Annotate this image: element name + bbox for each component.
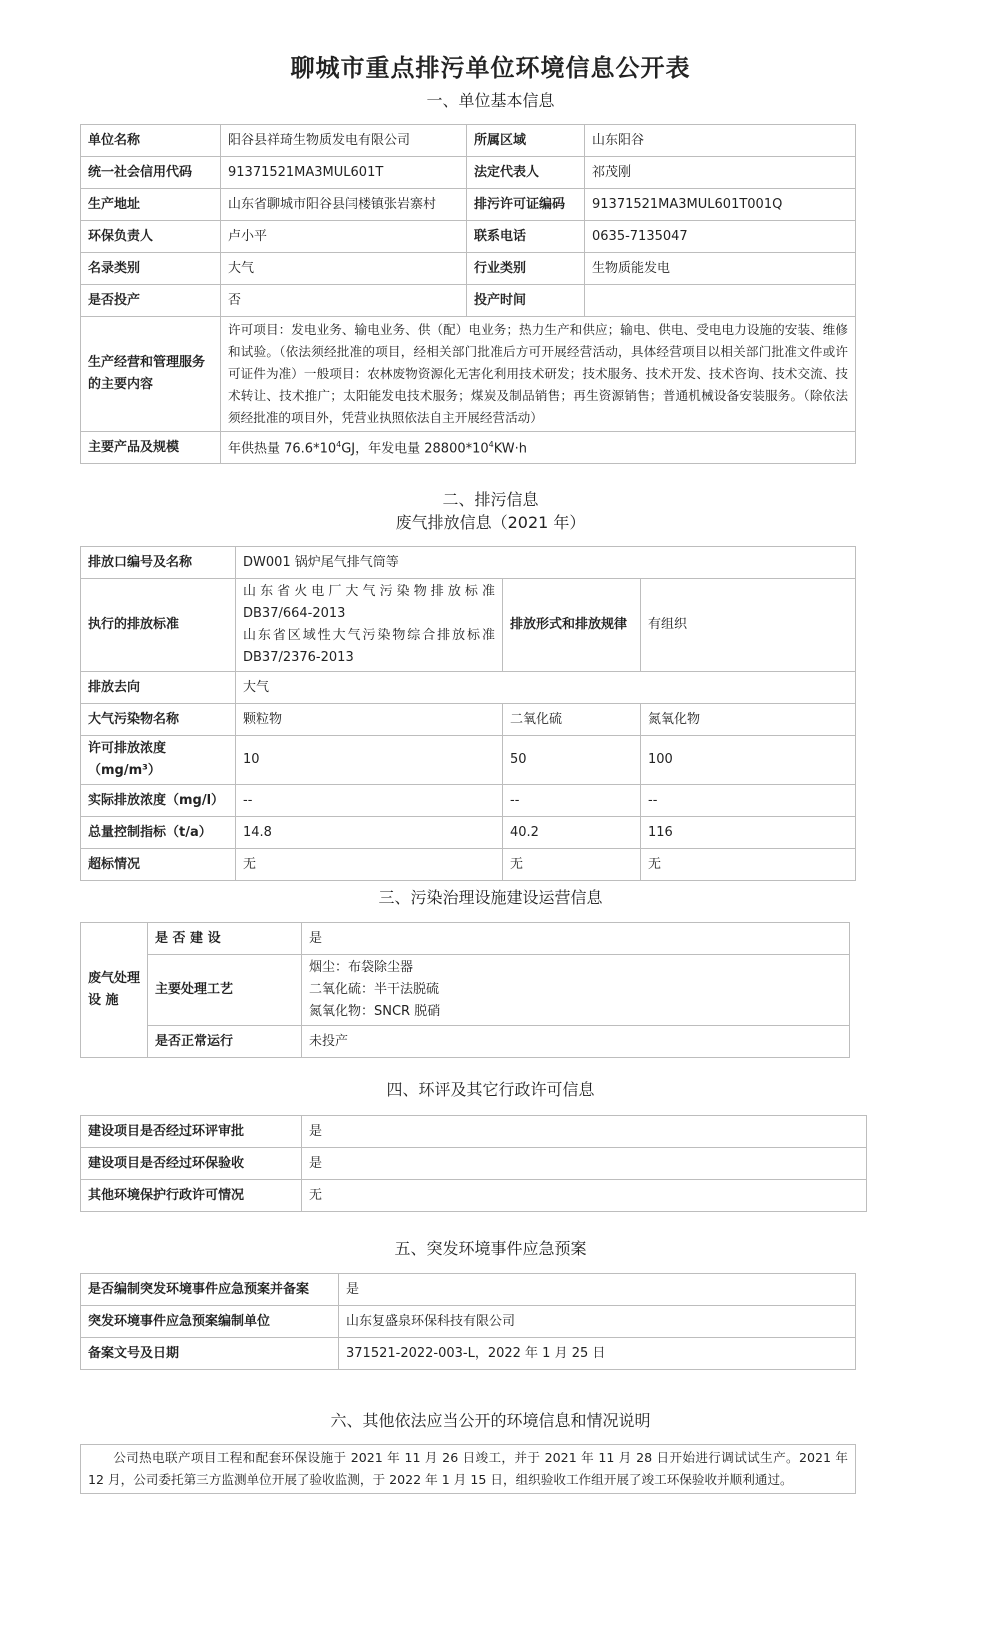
section-2-subheading: 废气排放信息（2021 年） (395, 513, 586, 532)
cell-value: 无 (236, 849, 503, 881)
cell-value: 0635-7135047 (585, 221, 856, 253)
cell-value: -- (236, 785, 503, 817)
cell-value: 无 (641, 849, 856, 881)
table-row (81, 189, 856, 221)
row-label: 突发环境事件应急预案编制单位 (81, 1306, 339, 1338)
table-row (81, 704, 856, 736)
row-value: 是 (302, 1148, 867, 1180)
standard-value: 山东省火电厂大气污染物排放标准 DB37/664-2013 山东省区域性大气污染物综合排放标准 DB37/2376-2013 (236, 579, 503, 672)
emergency-table (80, 1273, 856, 1370)
row-value: 371521-2022-003-L，2022 年 1 月 25 日 (339, 1338, 856, 1370)
row-value: 是 (302, 1116, 867, 1148)
direction-label: 排放去向 (81, 672, 236, 704)
cell-label: 是否投产 (81, 285, 221, 317)
table-row (81, 955, 850, 1026)
cell-value: 卢小平 (221, 221, 467, 253)
table-row (81, 1180, 867, 1212)
section-5-heading: 五、突发环境事件应急预案 (394, 1239, 587, 1258)
pollutant-label: 大气污染物名称 (81, 704, 236, 736)
cell-value: 阳谷县祥琦生物质发电有限公司 (221, 125, 467, 157)
cell-value: 10 (236, 736, 503, 785)
table-row (81, 736, 856, 785)
product-label: 主要产品及规模 (81, 432, 221, 464)
pollutant-name: 二氧化硫 (503, 704, 641, 736)
cell-value: -- (503, 785, 641, 817)
table-row (81, 125, 856, 157)
cell-value: 91371521MA3MUL601T (221, 157, 467, 189)
cell-value: 生物质能发电 (585, 253, 856, 285)
row-label: 许可排放浓度（mg/m³） (81, 736, 236, 785)
cell-value: 50 (503, 736, 641, 785)
cell-value: -- (641, 785, 856, 817)
cell-value: 山东阳谷 (585, 125, 856, 157)
cell-label: 单位名称 (81, 125, 221, 157)
table-row (81, 317, 856, 432)
running-label: 是否正常运行 (148, 1026, 302, 1058)
table-row (81, 253, 856, 285)
cell-value: 14.8 (236, 817, 503, 849)
built-value: 是 (302, 923, 850, 955)
cell-value: 116 (641, 817, 856, 849)
row-label: 备案文号及日期 (81, 1338, 339, 1370)
cell-value: 否 (221, 285, 467, 317)
cell-value: 100 (641, 736, 856, 785)
cell-label: 联系电话 (467, 221, 585, 253)
table-row (81, 1274, 856, 1306)
cell-value (585, 285, 856, 317)
table-row (81, 547, 856, 579)
table-row (81, 1445, 856, 1494)
table-row (81, 1338, 856, 1370)
cell-label: 环保负责人 (81, 221, 221, 253)
row-label: 建设项目是否经过环保验收 (81, 1148, 302, 1180)
table-row (81, 221, 856, 253)
table-row (81, 579, 856, 672)
table-row (81, 285, 856, 317)
table-row (81, 1306, 856, 1338)
section-3-heading: 三、污染治理设施建设运营信息 (378, 888, 603, 907)
row-label: 超标情况 (81, 849, 236, 881)
cell-value: 91371521MA3MUL601T001Q (585, 189, 856, 221)
cell-label: 行业类别 (467, 253, 585, 285)
emission-table (80, 546, 856, 881)
product-value: 年供热量 $76.6*10^4GJ$，年发电量 $28800*10^4KW\cdot h$ (221, 432, 856, 464)
notes-text: 公司热电联产项目工程和配套环保设施于 2021 年 11 月 26 日竣工，并于 2021 年 11 月 28 日开始进行调试试生产。2021 年 12 月，公司委托第三方监测单位开展了验收监测，于 2022 年 1 月 15 日，组织验收工作组开展了竣工环保验收并顺利通过。 (81, 1445, 856, 1494)
cell-label: 统一社会信用代码 (81, 157, 221, 189)
table-row (81, 817, 856, 849)
table-row (81, 1116, 867, 1148)
facility-group-label: 废气处理设 施 (81, 923, 148, 1058)
table-row (81, 432, 856, 464)
cell-label: 名录类别 (81, 253, 221, 285)
basic-info-table (80, 124, 856, 464)
outlet-label: 排放口编号及名称 (81, 547, 236, 579)
built-label: 是 否 建 设 (148, 923, 302, 955)
row-value: 山东复盛泉环保科技有限公司 (339, 1306, 856, 1338)
table-row (81, 849, 856, 881)
cell-value: 40.2 (503, 817, 641, 849)
table-row (81, 1148, 867, 1180)
form-label: 排放形式和排放规律 (503, 579, 641, 672)
section-1-heading: 一、单位基本信息 (426, 91, 555, 110)
treatment-table (80, 922, 850, 1058)
pollutant-name: 颗粒物 (236, 704, 503, 736)
row-label: 总量控制指标（t/a） (81, 817, 236, 849)
table-row (81, 785, 856, 817)
permit-table (80, 1115, 867, 1212)
section-4-heading: 四、环评及其它行政许可信息 (386, 1080, 595, 1099)
notes-table (80, 1444, 856, 1494)
table-row (81, 1026, 850, 1058)
section-2-heading: 二、排污信息 (442, 490, 539, 509)
form-value: 有组织 (641, 579, 856, 672)
row-label: 其他环境保护行政许可情况 (81, 1180, 302, 1212)
row-value: 是 (339, 1274, 856, 1306)
cell-value: 无 (503, 849, 641, 881)
standard-label: 执行的排放标准 (81, 579, 236, 672)
direction-value: 大气 (236, 672, 856, 704)
process-label: 主要处理工艺 (148, 955, 302, 1026)
cell-label: 排污许可证编码 (467, 189, 585, 221)
outlet-value: DW001 锅炉尾气排气筒等 (236, 547, 856, 579)
row-label: 是否编制突发环境事件应急预案并备案 (81, 1274, 339, 1306)
cell-label: 生产地址 (81, 189, 221, 221)
section-6-heading: 六、其他依法应当公开的环境信息和情况说明 (330, 1411, 651, 1430)
cell-value: 山东省聊城市阳谷县闫楼镇张岩寨村 (221, 189, 467, 221)
running-value: 未投产 (302, 1026, 850, 1058)
cell-value: 大气 (221, 253, 467, 285)
table-row (81, 923, 850, 955)
cell-label: 所属区域 (467, 125, 585, 157)
process-value: 烟尘：布袋除尘器 二氧化硫：半干法脱硫 氮氧化物：SNCR 脱硝 (302, 955, 850, 1026)
cell-label: 投产时间 (467, 285, 585, 317)
business-scope-text: 许可项目：发电业务、输电业务、供（配）电业务；热力生产和供应；输电、供电、受电电力设施的安装、维修和试验。（依法须经批准的项目，经相关部门批准后方可开展经营活动，具体经营项目以相关部门批准文件或许可证件为准）一般项目：农林废物资源化无害化利用技术研发；技术服务、技术开发、技术咨询、技术交流、技术转让、技术推广；太阳能发电技术服务；煤炭及制品销售；再生资源销售；普通机械设备安装服务。（除依法须经批准的项目外，凭营业执照依法自主开展经营活动） (221, 317, 856, 432)
business-scope-label: 生产经营和管理服务的主要内容 (81, 317, 221, 432)
cell-value: 祁茂刚 (585, 157, 856, 189)
row-label: 建设项目是否经过环评审批 (81, 1116, 302, 1148)
table-row (81, 157, 856, 189)
row-value: 无 (302, 1180, 867, 1212)
row-label: 实际排放浓度（mg/l） (81, 785, 236, 817)
pollutant-name: 氮氧化物 (641, 704, 856, 736)
page-title: 聊城市重点排污单位环境信息公开表 (290, 54, 691, 82)
table-row (81, 672, 856, 704)
cell-label: 法定代表人 (467, 157, 585, 189)
